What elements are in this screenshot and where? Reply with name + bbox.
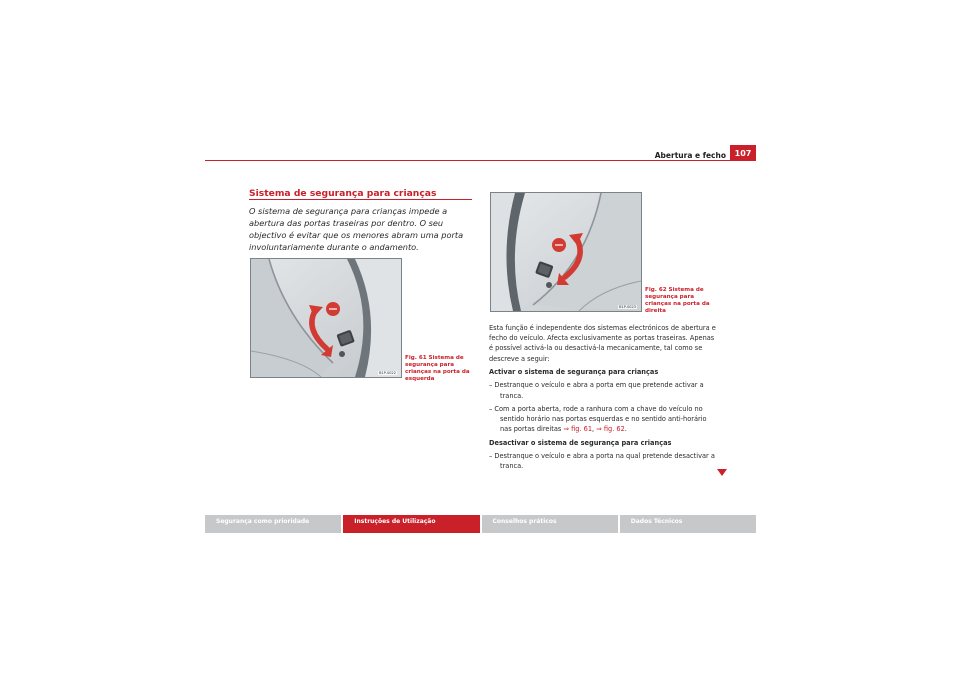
footer-tab-instrucoes[interactable]: Instruções de Utilização [343,515,479,533]
figure-code: B1P-0022 [379,371,396,375]
xref-end: . [624,425,627,434]
figure-61-caption: Fig. 61 Sistema de segurança para crianças na porta da esquerda [405,355,470,382]
activate-heading: Activar o sistema de segurança para crianças [489,368,659,376]
door-lock-illustration-left [251,259,401,377]
body-text [489,323,717,475]
xref-fig-61[interactable]: ⇒ fig. 61 [563,425,593,434]
deactivate-step-1: – Destranque o veículo e abra a porta na qual pretende desactivar a tranca. [489,452,715,471]
figure-61 [250,258,402,378]
page-header-title: Abertura e fecho [654,151,726,160]
section-intro: O sistema de segurança para crianças impede a abertura das portas traseiras por dentro. O seu objectivo é evitar que os menores abram uma porta involuntariamente durante o andamento. [249,206,464,252]
footer-tab-conselhos[interactable]: Conselhos práticos [482,515,618,533]
section-title: Sistema de segurança para crianças [249,188,437,199]
activate-step-1: – Destranque o veículo e abra a porta em que pretende activar a tranca. [489,381,704,400]
figure-code: B1P-0023 [619,305,636,309]
door-lock-illustration-right [491,193,641,311]
deactivate-heading: Desactivar o sistema de segurança para crianças [489,438,672,447]
footer-tab-dados[interactable]: Dados Técnicos [620,515,756,533]
footer-nav [205,515,756,533]
figure-62 [490,192,642,312]
section-rule [249,199,472,200]
xref-fig-62[interactable]: ⇒ fig. 62 [596,425,625,434]
figure-62-caption: Fig. 62 Sistema de segurança para crianças na porta da direita [645,287,710,314]
xref-separator: , [592,425,597,434]
continue-arrow-icon [717,469,727,476]
footer-tab-seguranca[interactable]: Segurança como prioridade [205,515,341,533]
activate-step-2 [489,404,717,435]
header-rule [205,160,756,161]
body-paragraph: Esta função é independente dos sistemas electrónicos de abertura e fecho do veículo. Afecta exclusivamente as portas traseiras. Apenas é possível activá-la ou desactivá-la mecanicamente, tal como se descreve a seguir: [489,324,716,363]
activate-step-2-text: – Com a porta aberta, rode a ranhura com a chave do veículo no sentido horário nas portas esquerdas e no sentido anti-horário nas portas direitas [489,404,707,434]
page-number: 107 [730,145,756,161]
